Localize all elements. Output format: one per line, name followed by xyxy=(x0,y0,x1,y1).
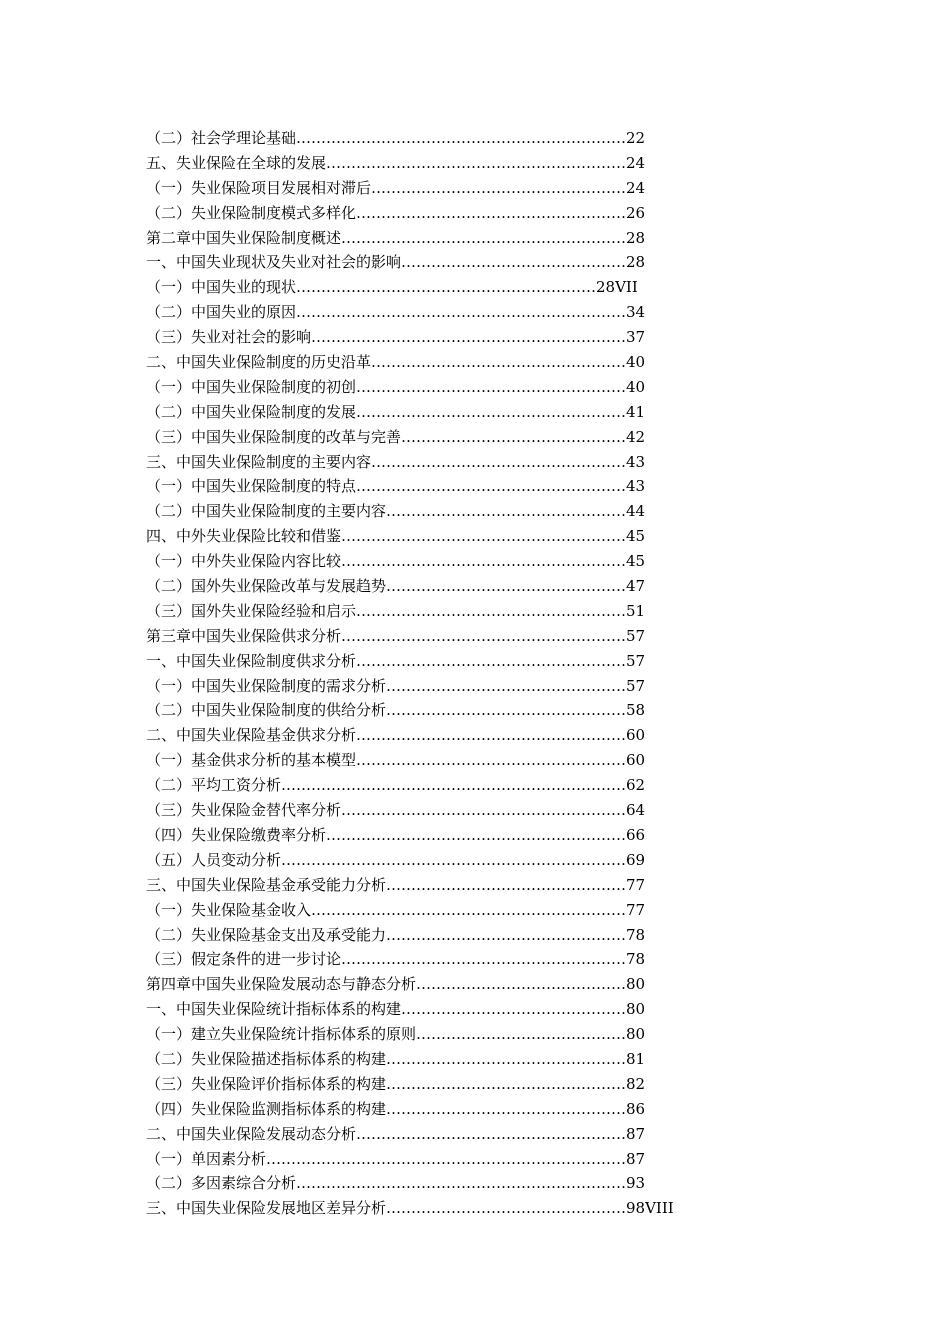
toc-entry: （一）失业保险项目发展相对滞后……………………………………………24 xyxy=(146,178,646,197)
toc-entry: （一）中国失业保险制度的初创………………………………………………40 xyxy=(146,377,646,396)
toc-entry: （二）平均工资分析……………………………………………………………62 xyxy=(146,776,646,795)
toc-entry: （二）中国失业保险制度的主要内容…………………………………………44 xyxy=(146,502,646,521)
toc-entry: （二）失业保险描述指标体系的构建…………………………………………81 xyxy=(146,1049,646,1068)
toc-entry: （五）人员变动分析……………………………………………………………69 xyxy=(146,850,646,869)
toc-entry: （四）失业保险缴费率分析……………………………………………………66 xyxy=(146,825,646,844)
toc-entry: （二）中国失业保险制度的发展………………………………………………41 xyxy=(146,402,646,421)
toc-entry: （二）失业保险基金支出及承受能力…………………………………………78 xyxy=(146,925,646,944)
toc-entry: 五、失业保险在全球的发展……………………………………………………24 xyxy=(146,153,646,172)
toc-entry: （一）失业保险基金收入………………………………………………………77 xyxy=(146,900,646,919)
toc-entry: 第四章中国失业保险发展动态与静态分析……………………………………80 xyxy=(146,975,646,994)
toc-entry: （一）中国失业保险制度的需求分析…………………………………………57 xyxy=(146,676,646,695)
toc-entry: （三）失业保险金替代率分析…………………………………………………64 xyxy=(146,801,646,820)
toc-entry: （一）基金供求分析的基本模型………………………………………………60 xyxy=(146,751,646,770)
toc-entry: （二）失业保险制度模式多样化………………………………………………26 xyxy=(146,203,646,222)
toc-entry: （三）失业保险评价指标体系的构建…………………………………………82 xyxy=(146,1074,646,1093)
toc-entry: 三、中国失业保险发展地区差异分析…………………………………………98VIII xyxy=(146,1199,674,1218)
toc-entry: （二）中国失业保险制度的供给分析…………………………………………58 xyxy=(146,701,646,720)
toc-entry: 二、中国失业保险发展动态分析………………………………………………87 xyxy=(146,1124,646,1143)
toc-entry: （一）单因素分析………………………………………………………………87 xyxy=(146,1149,646,1168)
toc-entry: 二、中国失业保险基金供求分析………………………………………………60 xyxy=(146,726,646,745)
toc-entry: （二）社会学理论基础…………………………………………………………22 xyxy=(146,129,646,147)
toc-entry: （二）国外失业保险改革与发展趋势…………………………………………47 xyxy=(146,577,646,596)
toc-entry: （一）建立失业保险统计指标体系的原则……………………………………80 xyxy=(146,1025,646,1044)
toc-entry: 三、中国失业保险制度的主要内容……………………………………………43 xyxy=(146,452,646,471)
toc-entry: 二、中国失业保险制度的历史沿革……………………………………………40 xyxy=(146,353,646,372)
toc-entry: （一）中外失业保险内容比较…………………………………………………45 xyxy=(146,552,646,571)
toc-entry: （一）中国失业的现状……………………………………………………28VII xyxy=(146,278,638,297)
toc-entry: （三）中国失业保险制度的改革与完善………………………………………42 xyxy=(146,427,646,446)
toc-entry: 一、中国失业现状及失业对社会的影响………………………………………28 xyxy=(146,253,646,272)
toc-entry: 一、中国失业保险统计指标体系的构建………………………………………80 xyxy=(146,1000,646,1019)
toc-entry: 第二章中国失业保险制度概述…………………………………………………28 xyxy=(146,228,646,247)
table-of-contents xyxy=(146,126,786,1221)
toc-entry: 一、中国失业保险制度供求分析………………………………………………57 xyxy=(146,651,646,670)
toc-entry: 三、中国失业保险基金承受能力分析…………………………………………77 xyxy=(146,875,646,894)
toc-entry: （一）中国失业保险制度的特点………………………………………………43 xyxy=(146,477,646,496)
toc-entry: （三）假定条件的进一步讨论…………………………………………………78 xyxy=(146,950,646,969)
toc-entry: （二）多因素综合分析…………………………………………………………93 xyxy=(146,1174,646,1193)
toc-entry: 第三章中国失业保险供求分析…………………………………………………57 xyxy=(146,626,646,645)
toc-entry: （二）中国失业的原因…………………………………………………………34 xyxy=(146,303,646,322)
toc-entry: （四）失业保险监测指标体系的构建…………………………………………86 xyxy=(146,1099,646,1118)
toc-entry: 四、中外失业保险比较和借鉴…………………………………………………45 xyxy=(146,527,646,546)
toc-entry: （三）国外失业保险经验和启示………………………………………………51 xyxy=(146,601,646,620)
toc-entry: （三）失业对社会的影响………………………………………………………37 xyxy=(146,328,646,347)
